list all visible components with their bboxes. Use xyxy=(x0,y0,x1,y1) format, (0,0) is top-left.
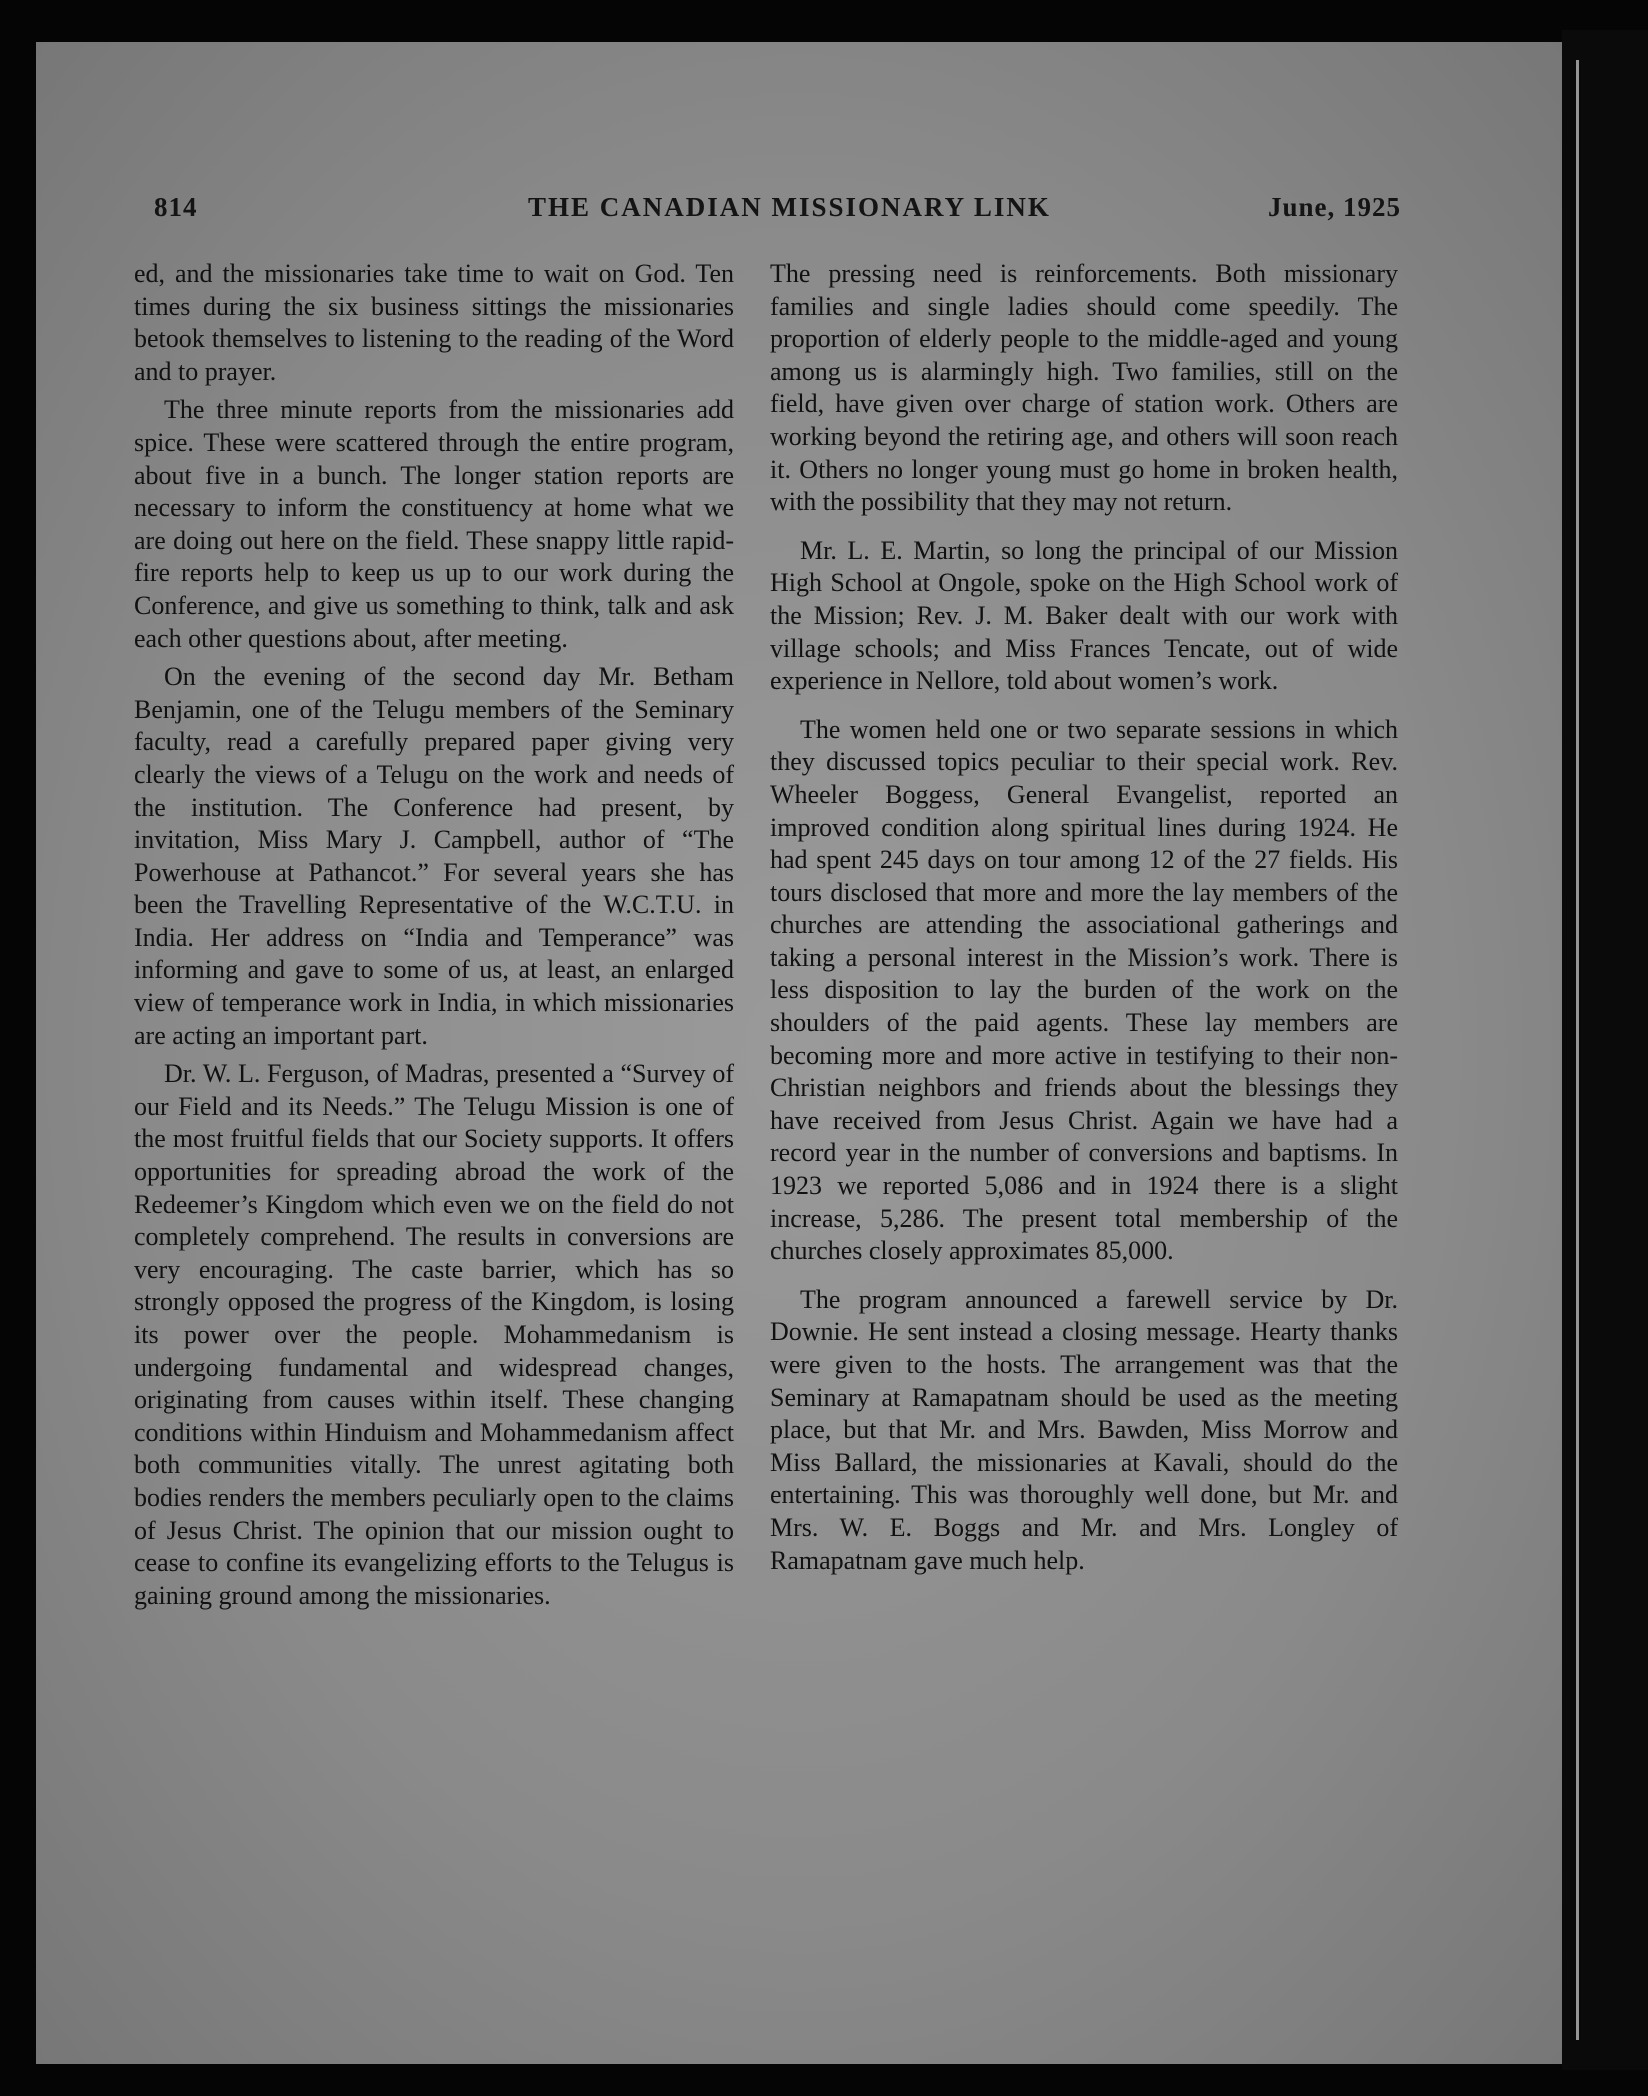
left-column xyxy=(134,258,734,1618)
right-column xyxy=(770,258,1398,1583)
issue-date: June, 1925 xyxy=(1268,192,1402,222)
paragraph: The program announced a farewell service by Dr. Downie. He sent instead a closing message. Hearty thanks were given to the hosts. The arrangement was that the Seminary at Ramapatnam should be used as the meeting place, but that Mr. and Mrs. Bawden, Miss Morrow and Miss Ballard, the missionaries at Kavali, should do the entertaining. This was thoroughly well done, but Mr. and Mrs. W. E. Boggs and Mr. and Mrs. Longley of Ramapatnam gave much help. xyxy=(770,1284,1398,1575)
paragraph: The pressing need is reinforcements. Both missionary families and single ladies should come speedily. The proportion of elderly people to the middle-aged and young among us is alarmingly high. Two families, still on the field, have given over charge of station work. Others are working beyond the retiring age, and others will soon reach it. Others no longer young must go home in broken health, with the possibility that they may not return. xyxy=(770,259,1398,517)
publication-title: THE CANADIAN MISSIONARY LINK xyxy=(528,192,1051,222)
binding-edge-line xyxy=(1576,60,1579,2040)
paragraph: Dr. W. L. Ferguson, of Madras, presented a “Survey of our Field and its Needs.” The Telugu Mission is one of the most fruitful fields that our Society supports. It offers opportunities for spreading abroad the work of the Redeemer’s Kingdom which even we on the field do not completely comprehend. The results in conversions are very encouraging. The caste barrier, which has so strongly opposed the progress of the Kingdom, is losing its power over the people. Mohammedanism is undergoing fundamental and widespread changes, originating from causes within itself. These changing conditions within Hinduism and Mohammedanism affect both communities vitally. The unrest agitating both bodies renders the members peculiarly open to the claims of Jesus Christ. The opinion that our mission ought to cease to confine its evangelizing efforts to the Telugus is gaining ground among the missionaries. xyxy=(134,1059,734,1610)
paragraph: ed, and the missionaries take time to wait on God. Ten times during the six business sittings the missionaries betook themselves to listening to the reading of the Word and to prayer. xyxy=(134,259,734,386)
paragraph: The three minute reports from the missionaries add spice. These were scattered through the entire program, about five in a bunch. The longer station reports are necessary to inform the constituency at home what we are doing out here on the field. These snappy little rapid-fire reports help to keep us up to our work during the Conference, and give us something to think, talk and ask each other questions about, after meeting. xyxy=(134,395,734,653)
paragraph: Mr. L. E. Martin, so long the principal of our Mission High School at Ongole, spoke on the High School work of the Mission; Rev. J. M. Baker dealt with our work with village schools; and Miss Frances Tencate, out of wide experience in Nellore, told about women’s work. xyxy=(770,535,1398,696)
paragraph: The women held one or two separate sessions in which they discussed topics peculiar to their special work. Rev. Wheeler Boggess, General Evangelist, reported an improved condition along spiritual lines during 1924. He had spent 245 days on tour among 12 of the 27 fields. His tours disclosed that more and more the lay members of the churches are attending the associational gatherings and taking a personal interest in the Mission’s work. There is less disposition to lay the burden of the work on the shoulders of the paid agents. These lay members are becoming more and more active in testifying to their non-Christian neighbors and friends about the blessings they have received from Jesus Christ. Again we have had a record year in the number of conversions and baptisms. In 1923 we reported 5,086 and in 1924 there is a slight increase, 5,286. The present total membership of the churches closely approximates 85,000. xyxy=(770,714,1398,1266)
binding-spine xyxy=(1562,30,1648,2070)
paragraph: On the evening of the second day Mr. Betham Benjamin, one of the Telugu members of the Seminary faculty, read a carefully prepared paper giving very clearly the views of a Telugu on the work and needs of the institution. The Conference had present, by invitation, Miss Mary J. Campbell, author of “The Powerhouse at Pathancot.” For several years she has been the Travelling Representative of the W.C.T.U. in India. Her address on “India and Temperance” was informing and gave to some of us, at least, an enlarged view of temperance work in India, in which missionaries are acting an important part. xyxy=(134,662,734,1050)
running-header xyxy=(118,152,1418,222)
page-number: 814 xyxy=(154,192,198,222)
